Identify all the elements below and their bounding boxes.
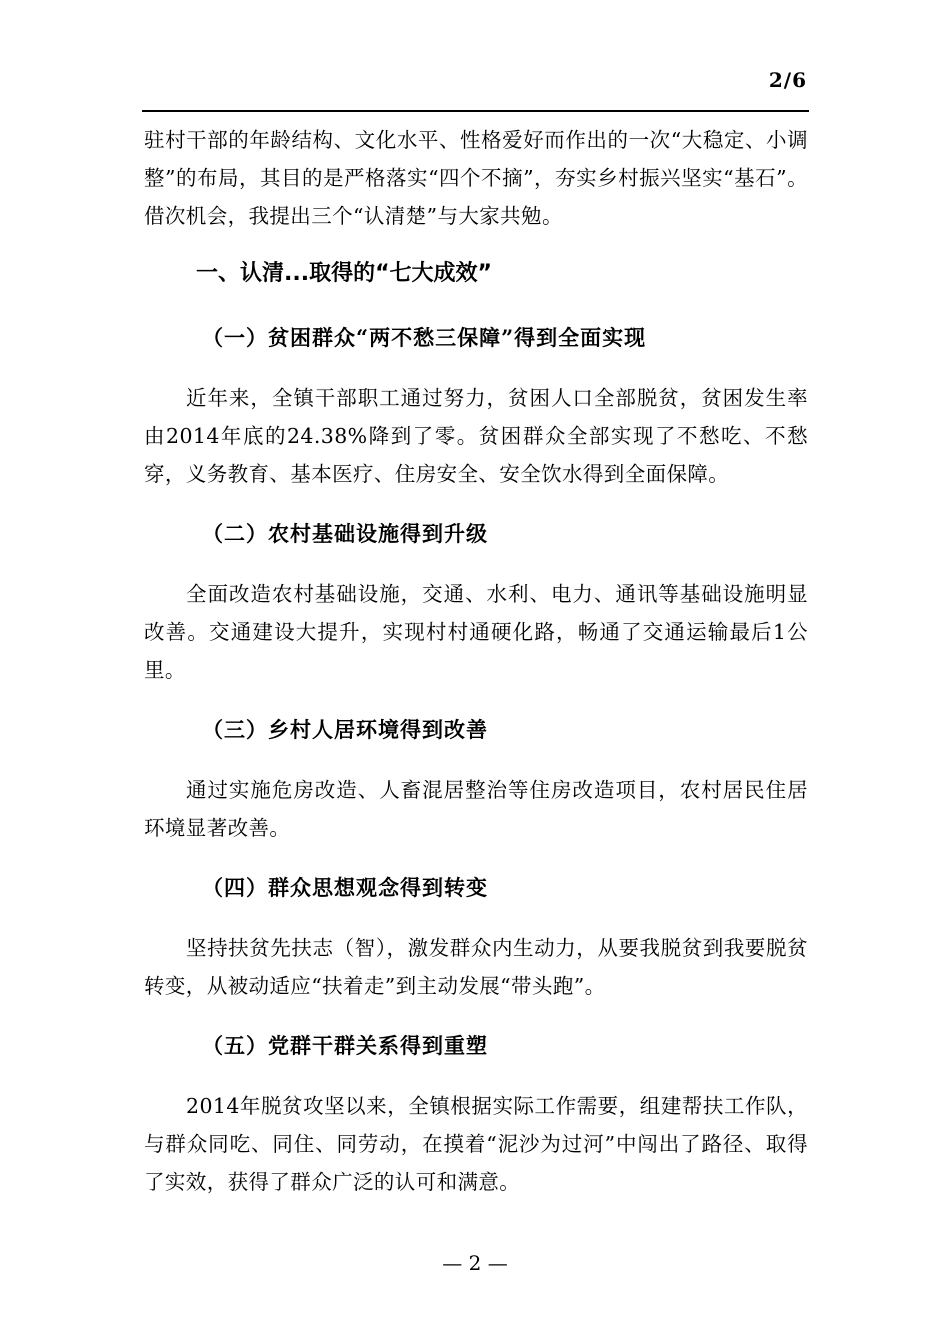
page-counter: 2/6 [768, 68, 807, 92]
subsection-heading-1: （一）贫困群众“两不愁三保障”得到全面实现 [202, 325, 647, 350]
section-title: 一、认清...取得的“七大成效” [196, 261, 492, 286]
subsection-heading-4: （四）群众思想观念得到转变 [202, 875, 488, 900]
document-body [144, 121, 808, 1201]
subsection-heading-3: （三）乡村人居环境得到改善 [202, 717, 488, 742]
subsection-text-5: 2014年脱贫攻坚以来，全镇根据实际工作需要，组建帮扶工作队，与群众同吃、同住、同劳动，在摸着“泥沙为过河”中闯出了路径、取得了实效，获得了群众广泛的认可和满意。 [144, 1094, 808, 1194]
subsection-text-1: 近年来，全镇干部职工通过努力，贫困人口全部脱贫，贫困发生率由2014年底的24.38%降到了零。贫困群众全部实现了不愁吃、不愁穿，义务教育、基本医疗、住房安全、安全饮水得到全面保障。 [144, 386, 808, 486]
header-divider [142, 110, 809, 112]
intro-paragraph: 驻村干部的年龄结构、文化水平、性格爱好而作出的一次“大稳定、小调整”的布局，其目的是严格落实“四个不摘”，夯实乡村振兴坚实“基石”。借次机会，我提出三个“认清楚”与大家共勉。 [144, 128, 808, 228]
subsection-text-4: 坚持扶贫先扶志（智），激发群众内生动力，从要我脱贫到我要脱贫转变，从被动适应“扶着走”到主动发展“带头跑”。 [144, 936, 808, 998]
subsection-text-3: 通过实施危房改造、人畜混居整治等住房改造项目，农村居民住居环境显著改善。 [144, 778, 808, 840]
subsection-text-2: 全面改造农村基础设施，交通、水利、电力、通讯等基础设施明显改善。交通建设大提升，实现村村通硬化路，畅通了交通运输最后1公里。 [144, 582, 808, 682]
page-number-footer: — 2 — [442, 1251, 508, 1275]
subsection-heading-5: （五）党群干群关系得到重塑 [202, 1033, 488, 1058]
subsection-heading-2: （二）农村基础设施得到升级 [202, 521, 488, 546]
